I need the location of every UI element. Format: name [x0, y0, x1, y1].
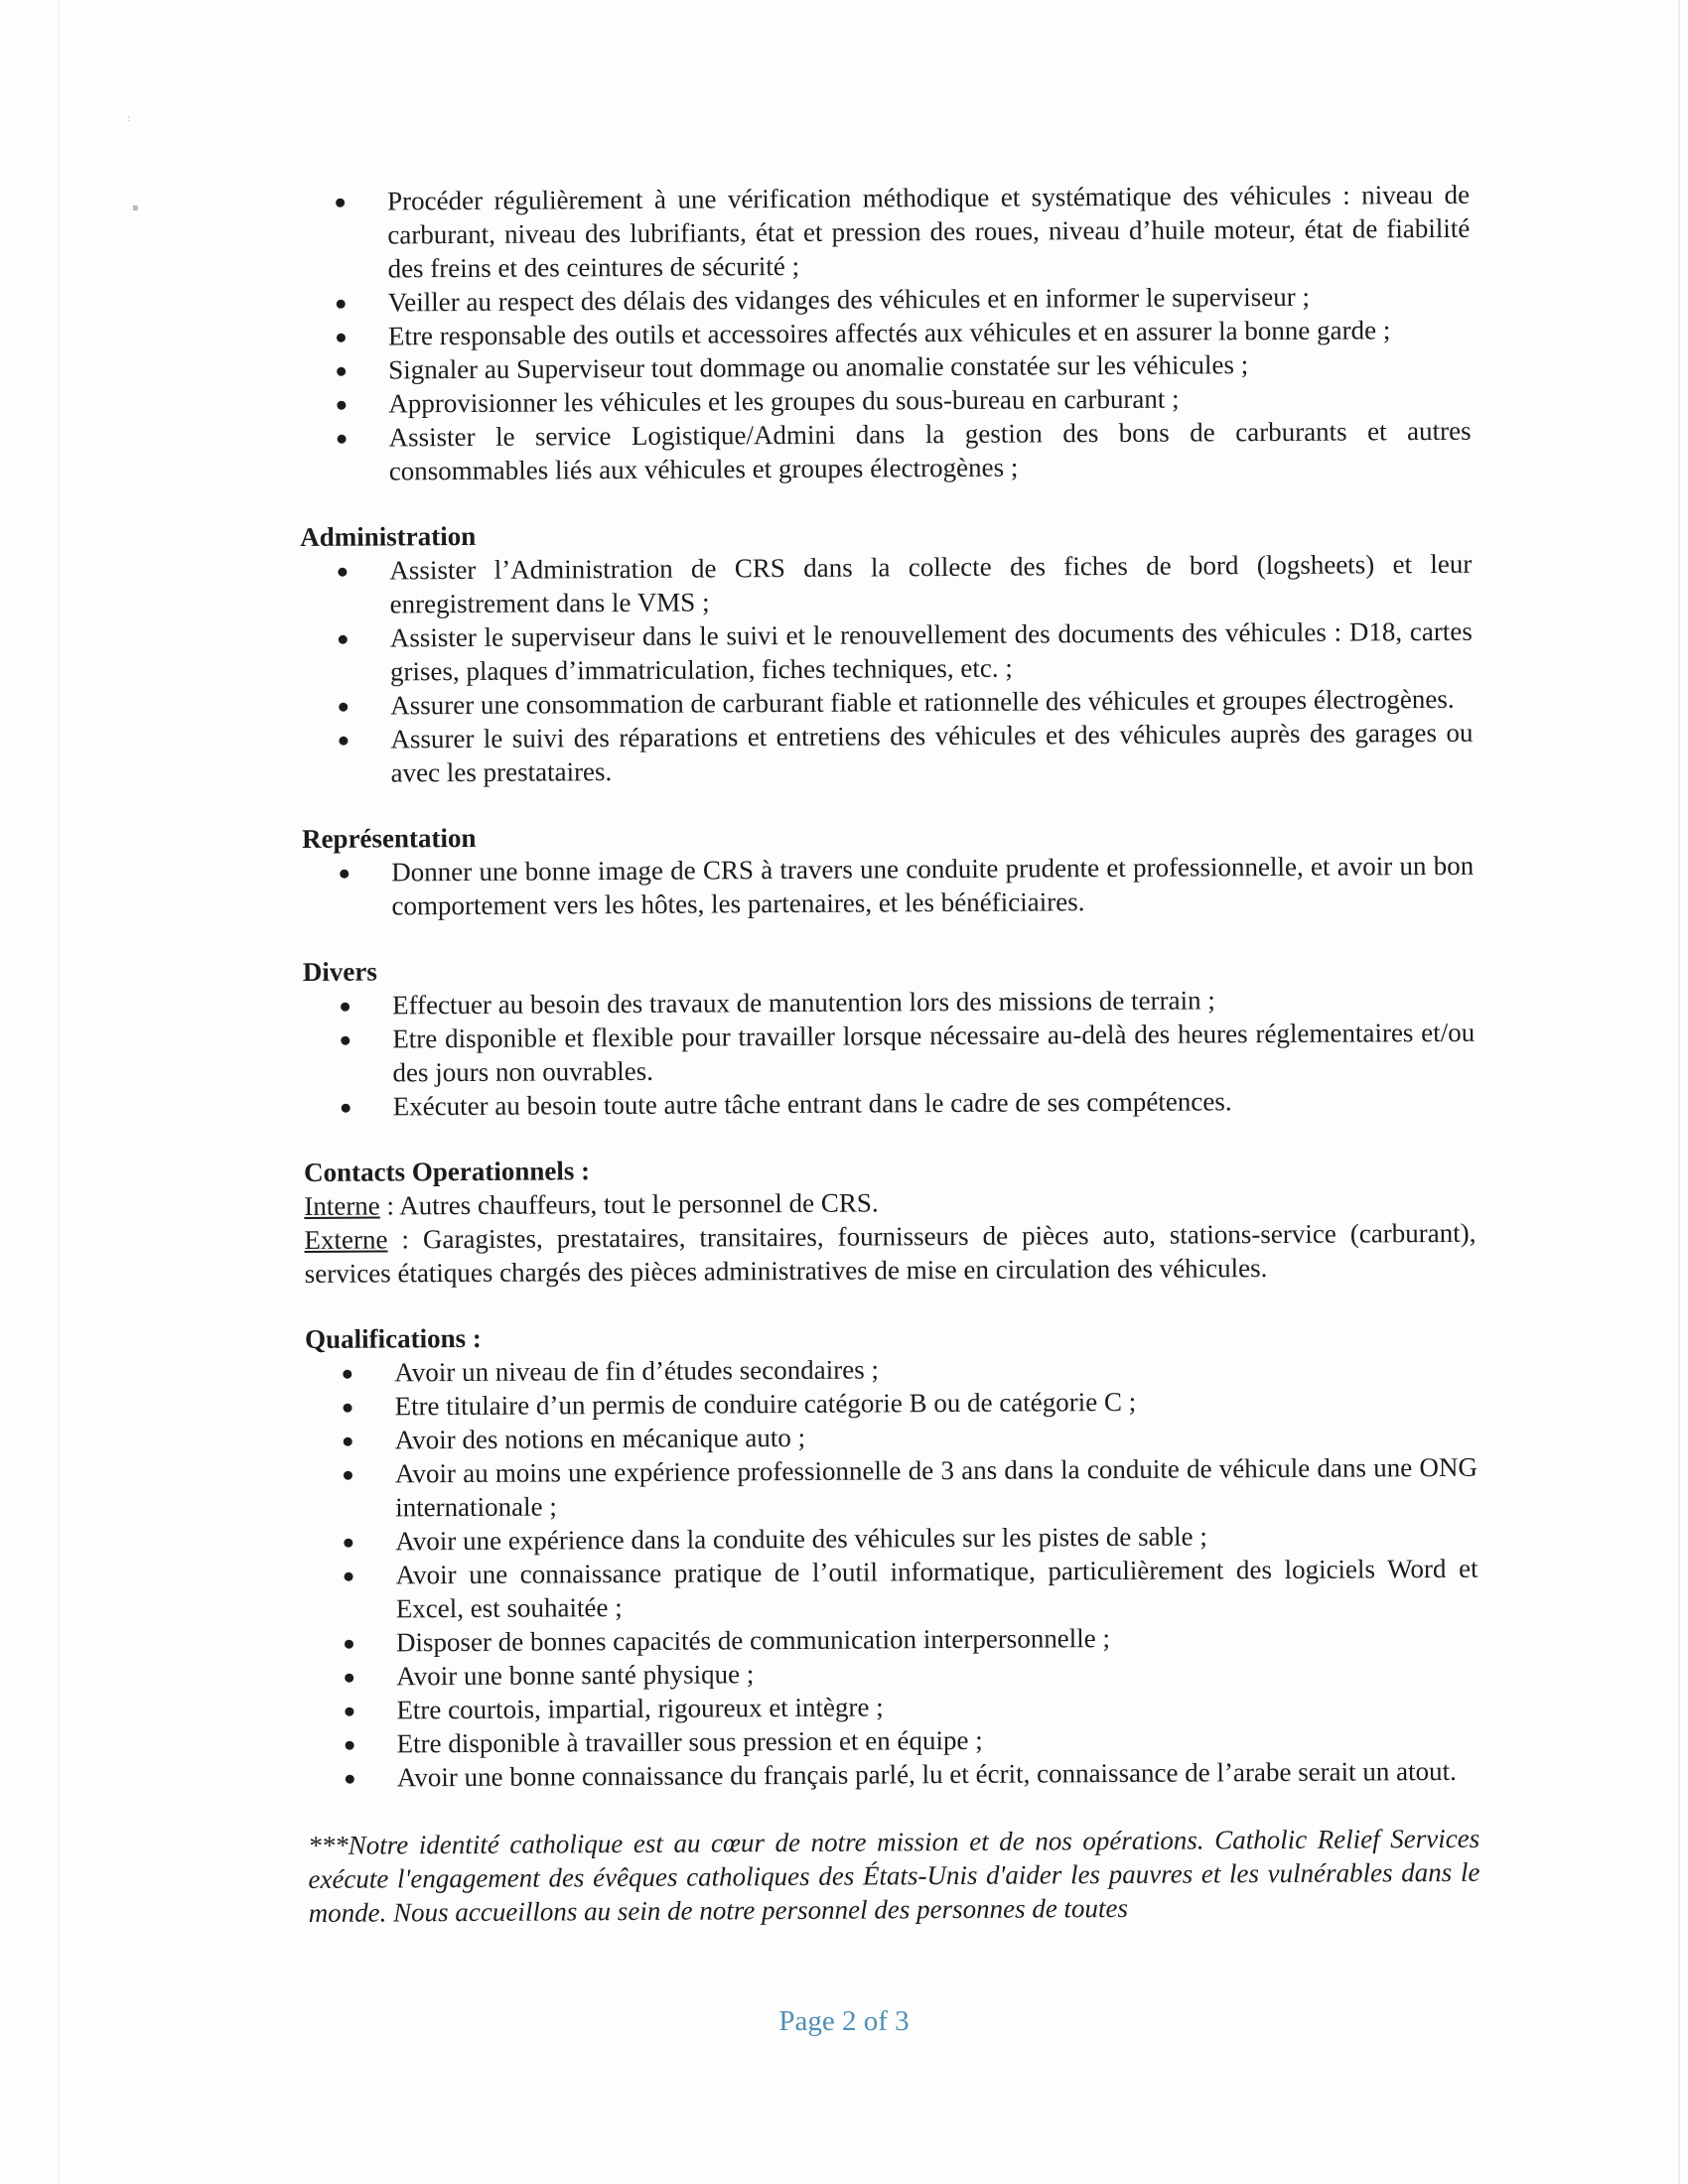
list-item-text: Donner une bonne image de CRS à travers une conduite prudente et professionnelle, et avoir un bon comportement vers les hôtes, les partenaires, et les bénéficiaires. [391, 850, 1475, 921]
bullet-icon [344, 1539, 352, 1548]
list-item-text: Avoir une bonne santé physique ; [396, 1659, 755, 1692]
scan-speck: : [127, 113, 131, 124]
bullet-icon [344, 1437, 352, 1446]
bullet-icon [345, 1640, 353, 1649]
bullet-icon [338, 435, 347, 444]
qualifications-section [305, 1315, 1479, 1795]
bullet-icon [345, 1572, 353, 1581]
list-item-text: Etre disponible à travailler sous pression et en équipe ; [396, 1724, 983, 1759]
section-heading-administration: Administration [300, 520, 477, 552]
bullet-icon [342, 1104, 351, 1113]
bullet-icon [337, 367, 346, 376]
representation-list [302, 849, 1474, 923]
list-item [390, 716, 1473, 790]
administration-list [300, 547, 1473, 790]
contact-external-label: Externe [304, 1224, 388, 1255]
bullet-icon [341, 1003, 350, 1012]
list-item-text: Approvisionner les véhicules et les groupes du sous-bureau en carburant ; [388, 383, 1180, 419]
page-number-footer: Page 2 of 3 [778, 2005, 910, 2037]
bullet-icon [345, 1707, 353, 1716]
list-item-text: Procéder régulièrement à une vérification méthodique et systématique des véhicules : niveau de carburant, niveau des lubrifiants, état et pression des roues, niveau d’huile moteur, état de fiabilité des freins et des ceintures de sécurité ; [387, 179, 1471, 284]
list-item-text: Exécuter au besoin toute autre tâche entrant dans le cadre de ses compétences. [392, 1086, 1232, 1122]
representation-section [302, 815, 1475, 923]
list-item-text: Avoir un niveau de fin d’études secondaires ; [394, 1354, 880, 1388]
list-item-text: Avoir des notions en mécanique auto ; [394, 1422, 806, 1455]
bullet-icon [336, 199, 345, 207]
bullet-icon [338, 568, 347, 577]
contact-external-text: : Garagistes, prestataires, transitaires, fournisseurs de pièces auto, stations-service (carburant), services étatiques chargés des pièces administratives de mise en circulation des véhicules. [304, 1217, 1477, 1289]
list-item [387, 178, 1471, 286]
bullet-icon [346, 1741, 354, 1750]
contact-external [304, 1216, 1476, 1291]
contact-internal-label: Interne [304, 1190, 380, 1221]
list-item-text: Etre disponible et flexible pour travailler lorsque nécessaire au-delà des heures réglementaires et/ou des jours non ouvrables. [392, 1017, 1476, 1088]
bullet-icon [341, 1036, 350, 1045]
closing-statement: ***Notre identité catholique est au cœur de notre mission et de nos opérations. Catholic Relief Services exécute l'engagement des évêques catholiques des États-Unis d'aider les pauvres et les vulnérables dans le monde. Nous accueillons au sein de notre personnel des personnes de toutes [308, 1823, 1480, 1928]
section-heading-representation: Représentation [301, 822, 477, 854]
list-item [392, 1016, 1475, 1090]
list-item-text: Assurer le suivi des réparations et entretiens des véhicules et des véhicules auprès des garages ou avec les prestataires. [390, 717, 1474, 788]
bullet-icon [339, 703, 348, 712]
list-item-text: Signaler au Superviseur tout dommage ou anomalie constatée sur les véhicules ; [388, 349, 1249, 385]
divers-list [303, 982, 1476, 1124]
divers-section [303, 948, 1476, 1124]
intro-bullet-list [298, 178, 1472, 488]
list-item-text: Veiller au respect des délais des vidanges des véhicules et en informer le superviseur ; [387, 281, 1310, 318]
bullet-icon [345, 1674, 353, 1683]
list-item-text: Avoir une connaissance pratique de l’outil informatique, particulièrement des logiciels Word et Excel, est souhaitée ; [395, 1553, 1478, 1624]
list-item-text: Assister le service Logistique/Admini dans la gestion des bons de carburants et autres consommables liés aux véhicules et groupes électrogènes ; [388, 415, 1472, 486]
bullet-icon [337, 401, 346, 410]
scan-edge-left [58, 0, 60, 2184]
list-item-text: Effectuer au besoin des travaux de manutention lors des missions de terrain ; [391, 985, 1215, 1021]
contacts-section [304, 1149, 1477, 1291]
list-item-text: Assurer une consommation de carburant fiable et rationnelle des véhicules et groupes électrogènes. [390, 683, 1455, 721]
scan-edge-right [1678, 0, 1680, 2184]
list-item [388, 414, 1471, 488]
section-heading-qualifications: Qualifications : [305, 1322, 482, 1354]
list-item [393, 1083, 1476, 1124]
bullet-icon [340, 870, 349, 879]
administration-section [300, 513, 1474, 790]
bullet-icon [344, 1471, 352, 1480]
list-item-text: Etre responsable des outils et accessoires affectés aux véhicules et en assurer la bonne garde ; [387, 315, 1391, 351]
bullet-icon [339, 737, 348, 746]
list-item-text: Disposer de bonnes capacités de communication interpersonnelle ; [395, 1623, 1111, 1658]
bullet-icon [346, 1775, 354, 1784]
list-item-text: Avoir au moins une expérience professionnelle de 3 ans dans la conduite de véhicule dans une ONG internationale ; [394, 1451, 1478, 1523]
list-item [397, 1754, 1479, 1795]
list-item-text: Etre courtois, impartial, rigoureux et intègre ; [396, 1692, 884, 1725]
contact-internal-text: : Autres chauffeurs, tout le personnel de CRS. [379, 1187, 879, 1221]
section-heading-divers: Divers [302, 956, 377, 987]
list-item [390, 614, 1473, 689]
bullet-icon [337, 334, 346, 342]
section-heading-contacts: Contacts Operationnels : [303, 1156, 591, 1187]
document-body [298, 178, 1480, 1957]
qualifications-list [305, 1349, 1479, 1795]
list-item-text: Etre titulaire d’un permis de conduire catégorie B ou de catégorie C ; [394, 1386, 1137, 1422]
bullet-icon [344, 1404, 352, 1413]
list-item [395, 1450, 1477, 1525]
bullet-icon [343, 1370, 352, 1379]
bullet-icon [337, 300, 346, 309]
bullet-icon [339, 635, 348, 644]
list-item-text: Avoir une expérience dans la conduite des véhicules sur les pistes de sable ; [395, 1521, 1207, 1557]
list-item [391, 849, 1474, 923]
list-item-text: Avoir une bonne connaissance du français parlé, lu et écrit, connaissance de l’arabe serait un atout. [396, 1755, 1457, 1793]
scan-speck: ▪ [132, 203, 139, 213]
list-item-text: Assister l’Administration de CRS dans la collecte des fiches de bord (logsheets) et leur enregistrement dans le VMS ; [389, 548, 1473, 619]
list-item [389, 547, 1472, 621]
list-item-text: Assister le superviseur dans le suivi et le renouvellement des documents des véhicules : D18, cartes grises, plaques d’immatriculation, fiches techniques, etc. ; [389, 615, 1473, 687]
list-item [395, 1552, 1477, 1626]
